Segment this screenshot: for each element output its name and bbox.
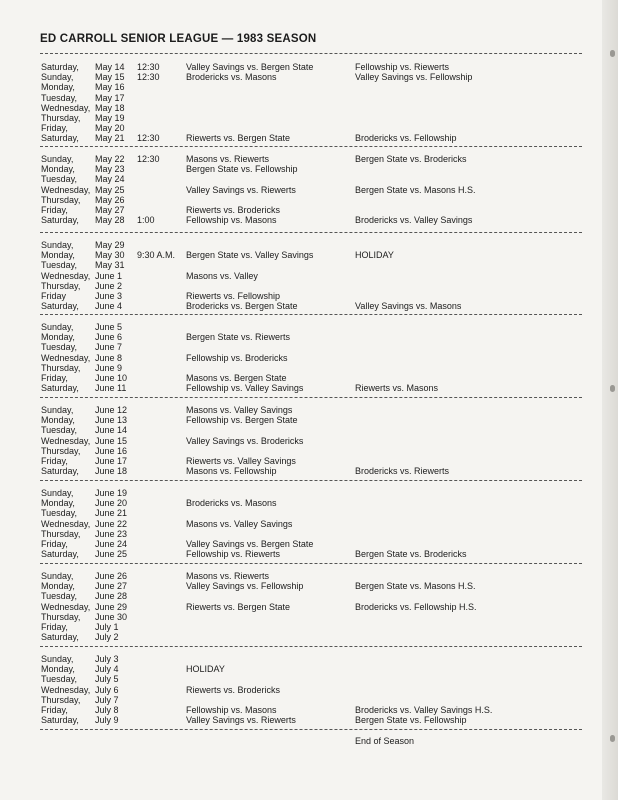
schedule-row — [0, 695, 618, 705]
row-date: June 6 — [95, 332, 123, 343]
schedule-row — [0, 342, 618, 352]
schedule-row — [0, 250, 618, 260]
schedule-row — [0, 123, 618, 133]
schedule-row — [0, 591, 618, 601]
schedule-row — [0, 154, 618, 164]
row-day: Tuesday, — [41, 342, 78, 353]
game-1: Fellowship vs. Masons — [186, 215, 277, 226]
schedule-row — [0, 549, 618, 559]
row-time: 12:30 — [137, 154, 160, 164]
row-day: Saturday, — [41, 632, 79, 643]
row-day: Thursday, — [41, 113, 81, 123]
game-1: Fellowship vs. Bergen State — [186, 415, 298, 426]
row-date: July 9 — [95, 715, 119, 726]
row-day: Friday, — [41, 622, 68, 632]
game-1: Riewerts vs. Valley Savings — [186, 456, 296, 466]
game-2: Bergen State vs. Brodericks — [355, 549, 467, 560]
row-day: Thursday, — [41, 362, 81, 373]
schedule-row — [0, 383, 618, 393]
game-2: Brodericks vs. Fellowship H.S. — [355, 601, 477, 612]
schedule-row — [0, 363, 618, 373]
row-date: June 26 — [95, 571, 128, 581]
schedule-row — [0, 664, 618, 674]
week-divider — [40, 480, 582, 481]
game-1: Masons vs. Valley Savings — [186, 405, 293, 415]
row-date: May 16 — [95, 82, 125, 93]
row-day: Sunday, — [41, 154, 74, 164]
row-day: Wednesday, — [41, 684, 91, 695]
row-day: Friday, — [41, 705, 68, 715]
row-date: June 13 — [95, 415, 128, 426]
row-date: July 6 — [95, 684, 119, 695]
game-1: Valley Savings vs. Riewerts — [186, 184, 296, 195]
row-day: Tuesday, — [41, 92, 78, 103]
row-day: Saturday, — [41, 133, 79, 144]
game-1: Fellowship vs. Brodericks — [186, 352, 288, 363]
row-day: Friday — [41, 291, 67, 301]
row-date: July 4 — [95, 664, 119, 675]
game-2: Bergen State vs. Fellowship — [355, 715, 467, 726]
page-title: ED CARROLL SENIOR LEAGUE — 1983 SEASON — [40, 33, 317, 45]
row-date: May 21 — [95, 133, 125, 144]
row-day: Thursday, — [41, 280, 81, 291]
row-date: May 30 — [95, 250, 125, 261]
row-date: June 20 — [95, 498, 128, 509]
schedule-row — [0, 674, 618, 684]
schedule-row — [0, 113, 618, 123]
game-2: Bergen State vs. Brodericks — [355, 154, 467, 164]
row-day: Saturday, — [41, 215, 79, 226]
row-day: Monday, — [41, 332, 75, 343]
game-2: Brodericks vs. Valley Savings H.S. — [355, 705, 493, 715]
schedule-row — [0, 133, 618, 143]
game-1: Riewerts vs. Bergen State — [186, 601, 291, 612]
game-1: Valley Savings vs. Fellowship — [186, 581, 304, 592]
row-day: Saturday, — [41, 466, 79, 477]
game-2: Bergen State vs. Masons H.S. — [355, 581, 476, 592]
row-day: Tuesday, — [41, 591, 78, 602]
schedule-row — [0, 612, 618, 622]
row-day: Wednesday, — [41, 601, 91, 612]
row-time: 9:30 A.M. — [137, 250, 176, 261]
row-date: June 22 — [95, 518, 128, 529]
row-day: Tuesday, — [41, 425, 78, 436]
game-2: Valley Savings vs. Masons — [355, 301, 462, 312]
row-date: July 3 — [95, 654, 119, 664]
row-date: July 5 — [95, 674, 119, 685]
row-date: July 1 — [95, 622, 119, 632]
row-time: 12:30 — [137, 72, 160, 83]
schedule-row — [0, 174, 618, 184]
end-of-season-note: End of Season — [355, 736, 415, 746]
page-binding-edge — [602, 0, 618, 800]
row-day: Saturday, — [41, 715, 79, 726]
schedule-row — [0, 415, 618, 425]
row-date: July 2 — [95, 632, 119, 643]
row-day: Wednesday, — [41, 352, 91, 363]
row-time: 12:30 — [137, 62, 160, 72]
row-day: Thursday, — [41, 528, 81, 539]
row-day: Friday, — [41, 539, 68, 549]
schedule-row — [0, 539, 618, 549]
row-time: 1:00 — [137, 215, 155, 226]
game-1: Valley Savings vs. Bergen State — [186, 62, 314, 72]
row-day: Monday, — [41, 82, 75, 93]
row-date: June 29 — [95, 601, 128, 612]
week-divider — [40, 646, 582, 647]
row-date: May 25 — [95, 184, 125, 195]
schedule-row — [0, 195, 618, 205]
week-divider — [40, 146, 582, 147]
game-1: Brodericks vs. Masons — [186, 498, 277, 509]
row-date: May 20 — [95, 123, 125, 134]
game-1: Bergen State vs. Riewerts — [186, 332, 291, 343]
row-date: May 26 — [95, 194, 125, 205]
schedule-row — [0, 271, 618, 281]
week-divider — [40, 53, 582, 54]
row-day: Thursday, — [41, 611, 81, 622]
row-day: Sunday, — [41, 405, 74, 415]
schedule-row — [0, 72, 618, 82]
game-1: Brodericks vs. Masons — [186, 72, 277, 83]
row-day: Wednesday, — [41, 270, 91, 281]
row-date: June 14 — [95, 425, 128, 436]
row-date: June 3 — [95, 291, 123, 301]
row-date: June 16 — [95, 445, 128, 456]
row-day: Friday, — [41, 456, 68, 466]
row-date: May 29 — [95, 240, 125, 250]
schedule-row — [0, 205, 618, 215]
schedule-row — [0, 632, 618, 642]
game-1: Masons vs. Riewerts — [186, 571, 270, 581]
schedule-row — [0, 581, 618, 591]
row-date: June 18 — [95, 466, 128, 477]
schedule-row — [0, 446, 618, 456]
schedule-row — [0, 705, 618, 715]
schedule-row — [0, 260, 618, 270]
schedule-row — [0, 456, 618, 466]
game-1: Riewerts vs. Bergen State — [186, 133, 291, 144]
row-day: Wednesday, — [41, 102, 91, 113]
row-day: Thursday, — [41, 445, 81, 456]
row-date: July 7 — [95, 694, 119, 705]
row-day: Tuesday, — [41, 174, 78, 185]
game-2: Bergen State vs. Masons H.S. — [355, 184, 476, 195]
schedule-row — [0, 498, 618, 508]
schedule-row — [0, 508, 618, 518]
game-1: Fellowship vs. Riewerts — [186, 549, 281, 560]
week-divider — [40, 563, 582, 564]
row-date: May 27 — [95, 205, 125, 215]
game-1: Riewerts vs. Brodericks — [186, 205, 281, 215]
game-1: Fellowship vs. Valley Savings — [186, 383, 304, 394]
row-day: Monday, — [41, 664, 75, 675]
game-1: HOLIDAY — [186, 664, 225, 675]
row-day: Sunday, — [41, 322, 74, 332]
row-date: May 15 — [95, 72, 125, 83]
row-day: Saturday, — [41, 549, 79, 560]
row-date: June 2 — [95, 280, 123, 291]
row-date: June 21 — [95, 508, 128, 519]
schedule-row — [0, 240, 618, 250]
row-day: Sunday, — [41, 488, 74, 498]
game-1: Masons vs. Valley Savings — [186, 518, 293, 529]
row-date: May 23 — [95, 164, 125, 175]
game-1: Riewerts vs. Brodericks — [186, 684, 281, 695]
schedule-row — [0, 185, 618, 195]
game-2: Brodericks vs. Riewerts — [355, 466, 450, 477]
row-date: June 1 — [95, 270, 123, 281]
row-date: July 8 — [95, 705, 119, 715]
week-divider — [40, 232, 582, 233]
row-day: Sunday, — [41, 240, 74, 250]
schedule-row — [0, 529, 618, 539]
row-date: June 27 — [95, 581, 128, 592]
schedule-row — [0, 301, 618, 311]
game-1: Masons vs. Valley — [186, 270, 258, 281]
schedule-row — [0, 425, 618, 435]
schedule-row — [0, 291, 618, 301]
schedule-row — [0, 715, 618, 725]
row-day: Monday, — [41, 415, 75, 426]
row-day: Monday, — [41, 498, 75, 509]
week-divider — [40, 397, 582, 398]
row-day: Thursday, — [41, 194, 81, 205]
game-2: Fellowship vs. Riewerts — [355, 62, 450, 72]
schedule-row — [0, 685, 618, 695]
schedule-row — [0, 602, 618, 612]
row-date: May 14 — [95, 62, 125, 72]
row-date: May 19 — [95, 113, 125, 123]
row-date: May 28 — [95, 215, 125, 226]
row-date: June 5 — [95, 322, 123, 332]
game-1: Bergen State vs. Fellowship — [186, 164, 298, 175]
schedule-row — [0, 353, 618, 363]
row-day: Tuesday, — [41, 674, 78, 685]
schedule-row — [0, 103, 618, 113]
week-divider — [40, 314, 582, 315]
game-1: Valley Savings vs. Bergen State — [186, 539, 314, 549]
game-1: Riewerts vs. Fellowship — [186, 291, 281, 301]
row-day: Tuesday, — [41, 508, 78, 519]
schedule-row — [0, 93, 618, 103]
row-day: Saturday, — [41, 301, 79, 312]
row-date: June 17 — [95, 456, 128, 466]
game-2: Valley Savings vs. Fellowship — [355, 72, 473, 83]
schedule-row — [0, 332, 618, 342]
row-day: Monday, — [41, 164, 75, 175]
row-day: Friday, — [41, 205, 68, 215]
row-date: June 12 — [95, 405, 128, 415]
game-1: Valley Savings vs. Brodericks — [186, 435, 304, 446]
row-day: Monday, — [41, 250, 75, 261]
game-2: Riewerts vs. Masons — [355, 383, 439, 394]
schedule-row — [0, 281, 618, 291]
game-1: Masons vs. Riewerts — [186, 154, 270, 164]
row-date: June 19 — [95, 488, 128, 498]
row-day: Tuesday, — [41, 260, 78, 271]
schedule-row — [0, 622, 618, 632]
row-date: May 31 — [95, 260, 125, 271]
schedule-row — [0, 654, 618, 664]
row-date: May 24 — [95, 174, 125, 185]
row-date: June 25 — [95, 549, 128, 560]
row-date: June 28 — [95, 591, 128, 602]
row-date: June 8 — [95, 352, 123, 363]
schedule-row — [0, 373, 618, 383]
row-day: Monday, — [41, 581, 75, 592]
game-1: Bergen State vs. Valley Savings — [186, 250, 314, 261]
binding-hole — [610, 735, 615, 742]
row-day: Wednesday, — [41, 184, 91, 195]
game-1: Masons vs. Bergen State — [186, 373, 287, 383]
schedule-row — [0, 466, 618, 476]
row-date: June 11 — [95, 383, 127, 394]
game-1: Brodericks vs. Bergen State — [186, 301, 298, 312]
schedule-row — [0, 82, 618, 92]
row-date: May 17 — [95, 92, 125, 103]
schedule-row — [0, 322, 618, 332]
row-date: June 7 — [95, 342, 123, 353]
row-date: May 22 — [95, 154, 125, 164]
row-date: May 18 — [95, 102, 125, 113]
row-date: June 15 — [95, 435, 128, 446]
game-1: Masons vs. Fellowship — [186, 466, 277, 477]
binding-hole — [610, 385, 615, 392]
game-1: Fellowship vs. Masons — [186, 705, 277, 715]
row-day: Wednesday, — [41, 518, 91, 529]
schedule-row — [0, 519, 618, 529]
row-date: June 23 — [95, 528, 128, 539]
schedule-row — [0, 436, 618, 446]
game-2: Brodericks vs. Valley Savings — [355, 215, 473, 226]
row-date: June 4 — [95, 301, 123, 312]
row-day: Sunday, — [41, 72, 74, 83]
row-time: 12:30 — [137, 133, 160, 144]
row-day: Saturday, — [41, 383, 79, 394]
row-day: Friday, — [41, 123, 68, 134]
row-day: Sunday, — [41, 654, 74, 664]
schedule-row — [0, 488, 618, 498]
row-day: Sunday, — [41, 571, 74, 581]
row-date: June 10 — [95, 373, 128, 383]
schedule-row — [0, 62, 618, 72]
game-2: HOLIDAY — [355, 250, 394, 261]
schedule-row — [0, 164, 618, 174]
binding-hole — [610, 50, 615, 57]
schedule-row — [0, 571, 618, 581]
row-date: June 24 — [95, 539, 128, 549]
row-day: Friday, — [41, 373, 68, 383]
row-date: June 9 — [95, 362, 123, 373]
schedule-row — [0, 215, 618, 225]
game-2: Brodericks vs. Fellowship — [355, 133, 457, 144]
row-date: June 30 — [95, 611, 128, 622]
row-day: Thursday, — [41, 694, 81, 705]
row-day: Saturday, — [41, 62, 79, 72]
row-day: Wednesday, — [41, 435, 91, 446]
week-divider — [40, 729, 582, 730]
schedule-row — [0, 405, 618, 415]
game-1: Valley Savings vs. Riewerts — [186, 715, 296, 726]
